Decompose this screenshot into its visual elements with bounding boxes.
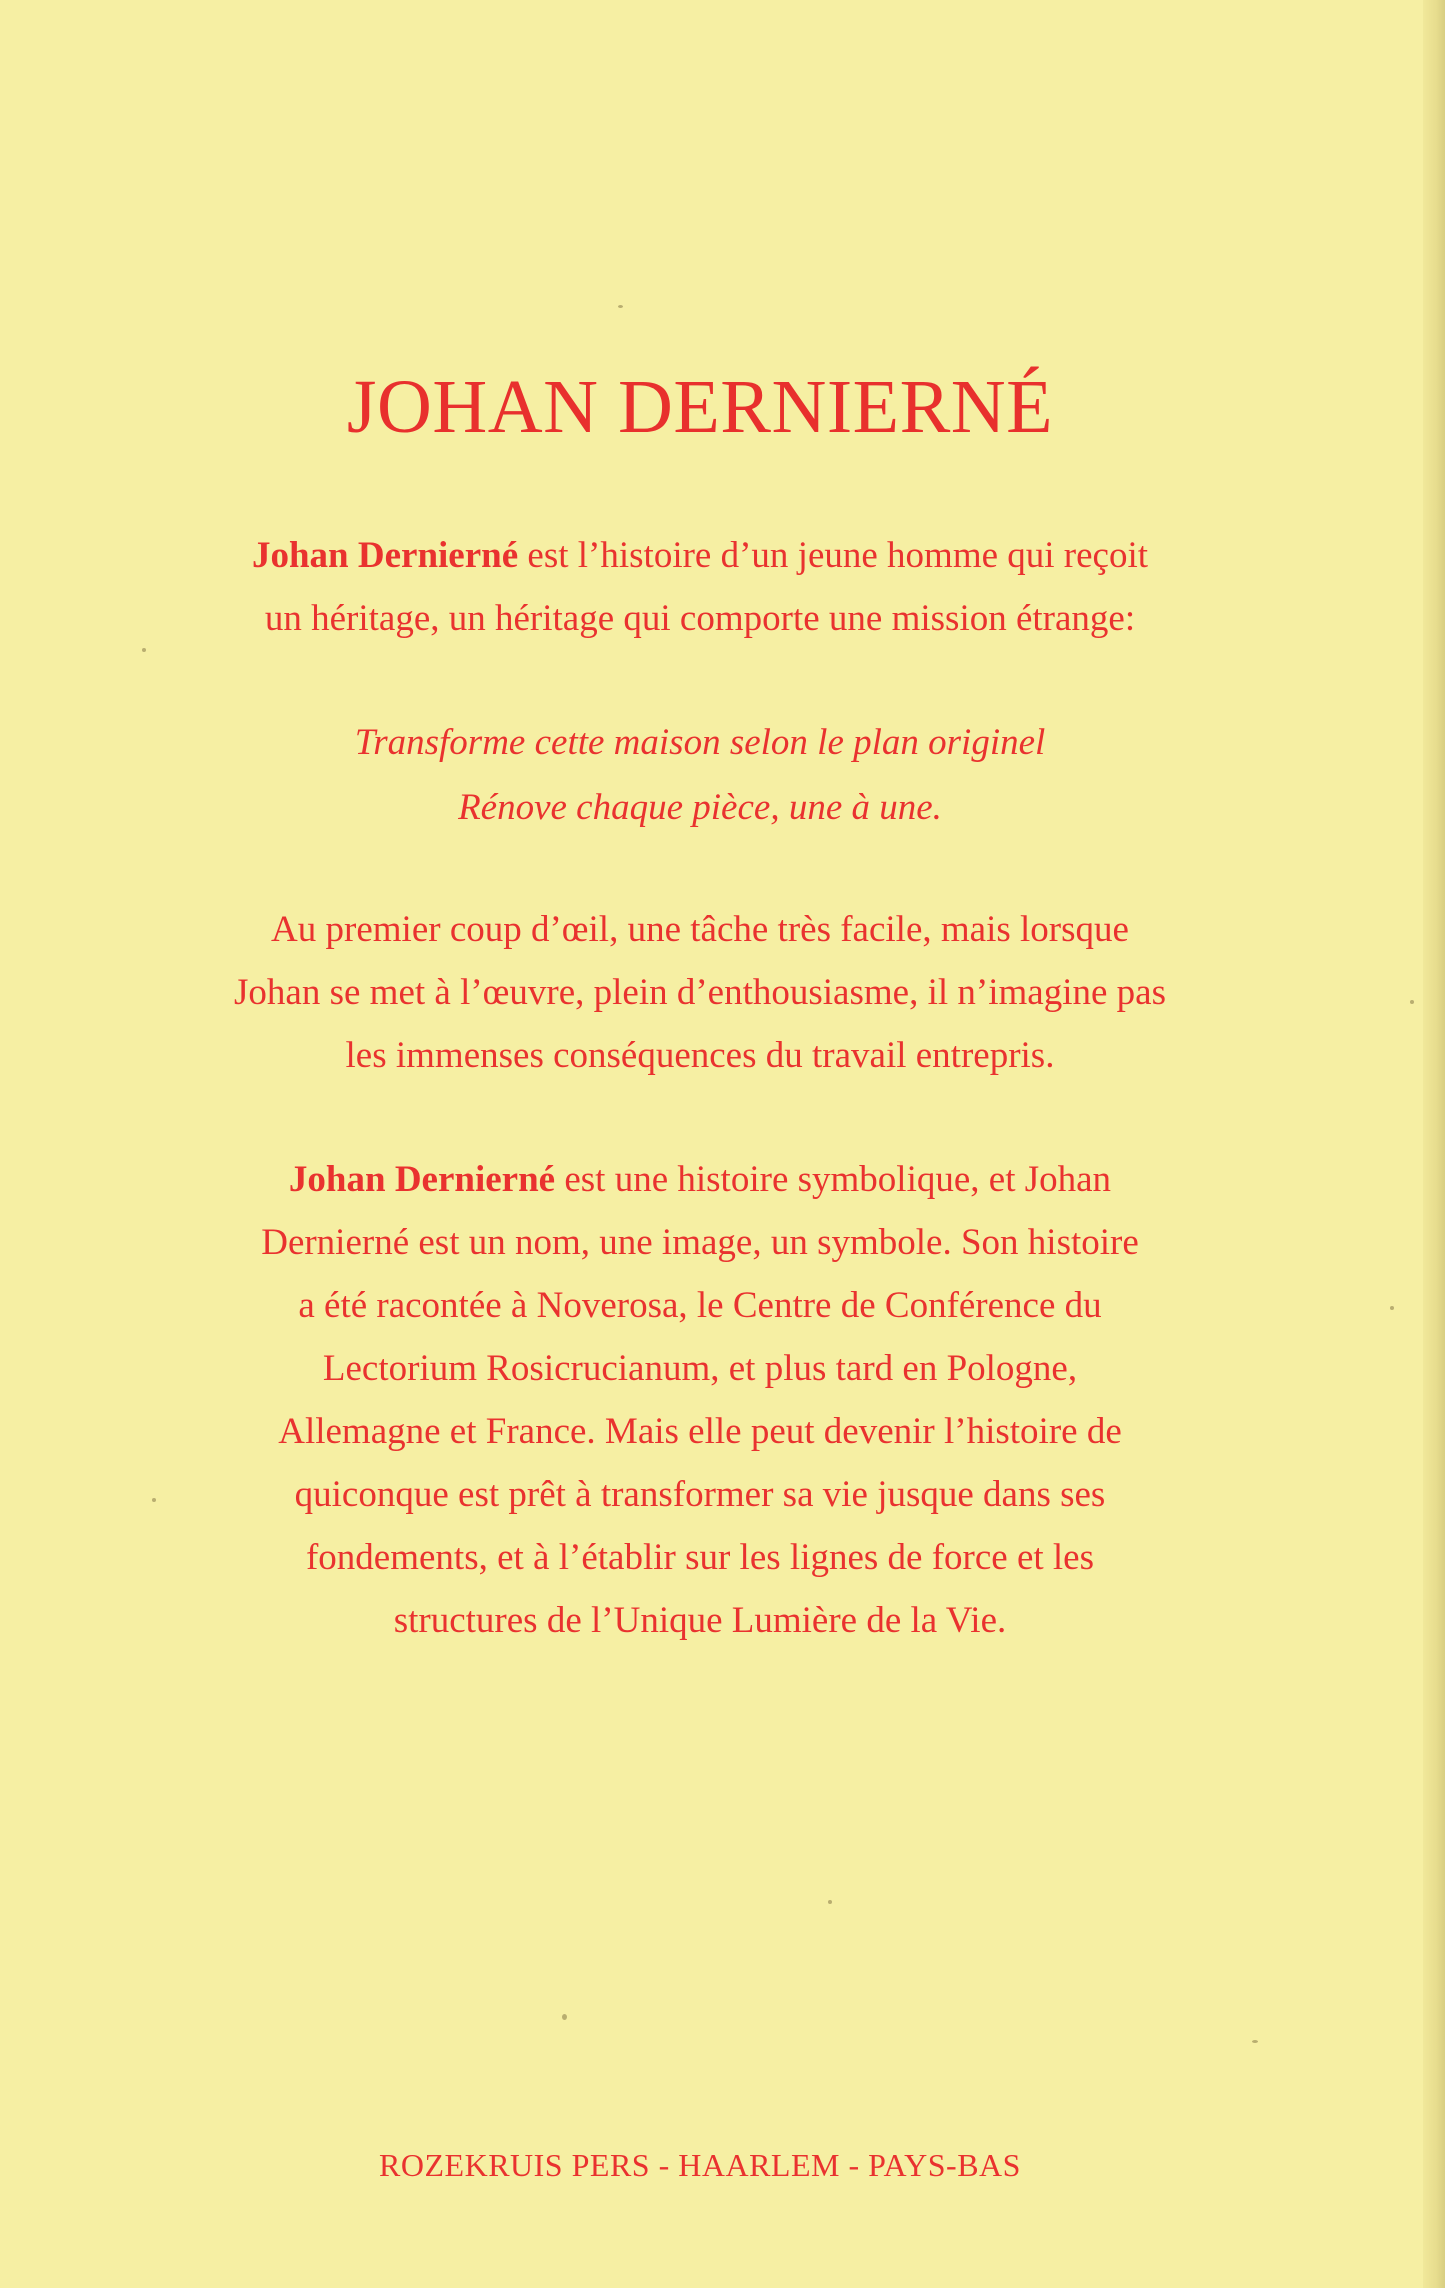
third-paragraph bbox=[150, 1148, 1250, 1652]
publisher-line: ROZEKRUIS PERS - HAARLEM - PAYS-BAS bbox=[379, 2147, 1021, 2183]
book-title: JOHAN DERNIERNÉ bbox=[346, 365, 1054, 449]
third-line-4: Lectorium Rosicrucianum, et plus tard en Pologne, bbox=[322, 1348, 1078, 1389]
intro-line-2: un héritage, un héritage qui comporte une mission étrange: bbox=[264, 598, 1136, 639]
third-line-3: a été racontée à Noverosa, le Centre de Conférence du bbox=[298, 1285, 1102, 1326]
book-name-bold: Johan Dernierné bbox=[288, 1159, 556, 1200]
intro-line-1 bbox=[150, 524, 1250, 587]
paper-speck bbox=[1410, 1000, 1414, 1004]
paper-speck bbox=[562, 2014, 567, 2020]
third-line-2: Dernierné est un nom, une image, un symbole. Son histoire bbox=[261, 1222, 1139, 1263]
quote-line-2: Rénove chaque pièce, une à une. bbox=[458, 787, 942, 828]
third-line-7: fondements, et à l’établir sur les lignes de force et les bbox=[305, 1537, 1095, 1578]
paper-speck bbox=[1390, 1306, 1394, 1310]
intro-line-1-rest: est l’histoire d’un jeune homme qui reçoit bbox=[518, 535, 1149, 576]
second-paragraph bbox=[150, 898, 1250, 1087]
third-line-8: structures de l’Unique Lumière de la Vie. bbox=[393, 1600, 1007, 1641]
paper-speck bbox=[828, 1900, 832, 1904]
cover-edge-shading bbox=[1423, 0, 1445, 2288]
paper-speck bbox=[142, 648, 146, 652]
paper-speck bbox=[1252, 2040, 1258, 2043]
paper-speck bbox=[618, 305, 623, 308]
intro-paragraph bbox=[150, 524, 1250, 650]
third-line-5: Allemagne et France. Mais elle peut devenir l’histoire de bbox=[278, 1411, 1122, 1452]
second-line-2: Johan se met à l’œuvre, plein d’enthousiasme, il n’imagine pas bbox=[234, 972, 1166, 1013]
second-line-3: les immenses conséquences du travail entrepris. bbox=[345, 1035, 1055, 1076]
second-line-1: Au premier coup d’œil, une tâche très facile, mais lorsque bbox=[271, 909, 1129, 950]
third-line-6: quiconque est prêt à transformer sa vie jusque dans ses bbox=[294, 1474, 1106, 1515]
quote-line-1: Transforme cette maison selon le plan originel bbox=[354, 722, 1046, 763]
third-line-1-rest: est une histoire symbolique, et Johan bbox=[555, 1159, 1112, 1200]
book-name-bold: Johan Dernierné bbox=[251, 535, 519, 576]
third-line-1 bbox=[150, 1148, 1250, 1211]
mission-quote bbox=[150, 710, 1250, 840]
